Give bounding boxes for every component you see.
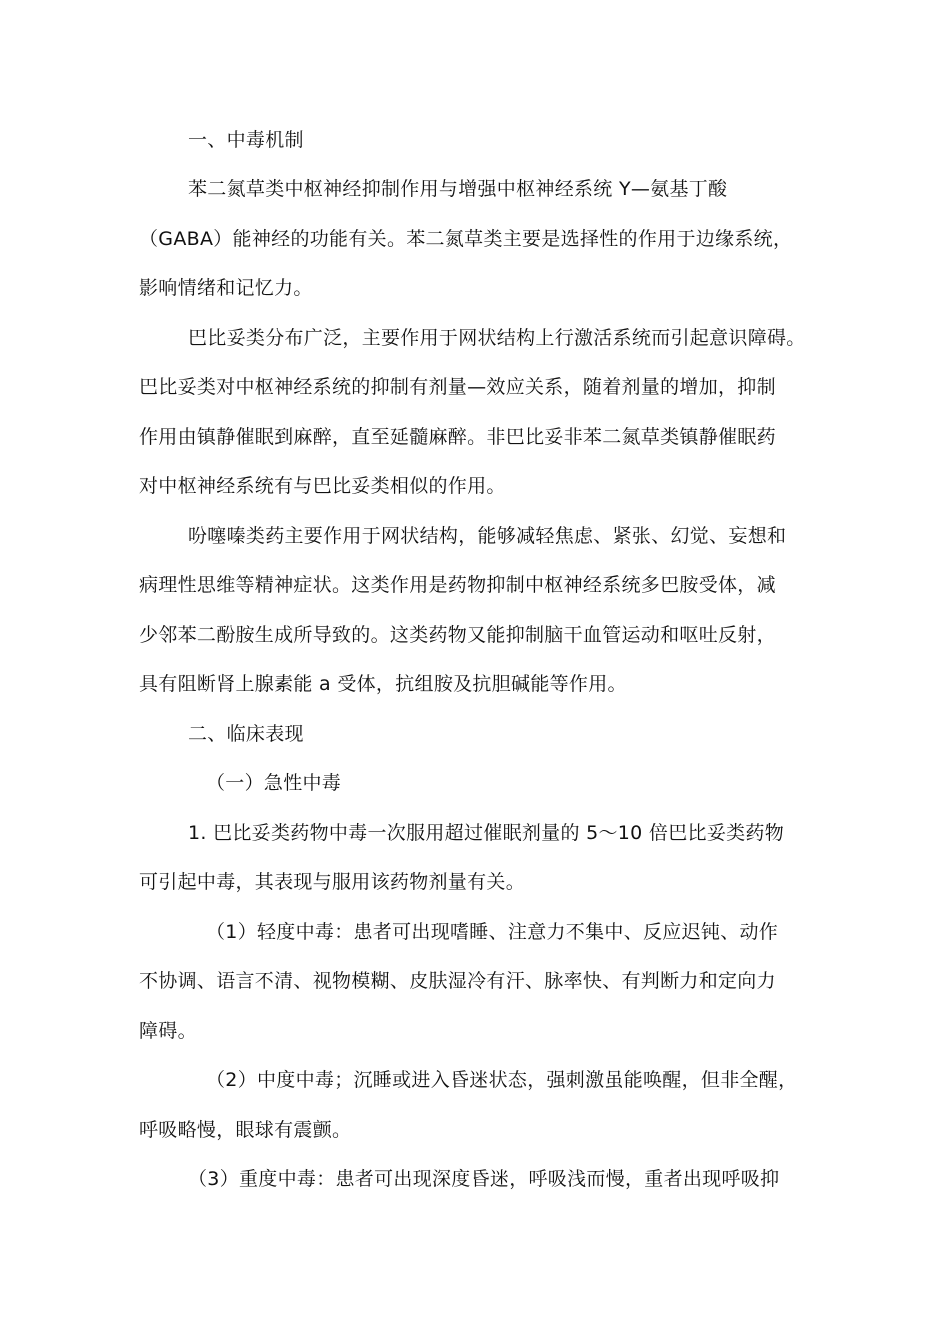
paragraph-line: （1）轻度中毒：患者可出现嗜睡、注意力不集中、反应迟钝、动作: [206, 921, 779, 943]
paragraph-line: 可引起中毒，其表现与服用该药物剂量有关。: [139, 871, 526, 893]
subsection-heading-acute: （一）急性中毒: [206, 772, 342, 794]
paragraph-line: 障碍。: [139, 1020, 197, 1042]
paragraph-line: 巴比妥类对中枢神经系统的抑制有剂量—效应关系，随着剂量的增加，抑制: [139, 376, 776, 398]
paragraph-line: （3）重度中毒：患者可出现深度昏迷，呼吸浅而慢，重者出现呼吸抑: [188, 1168, 780, 1190]
paragraph-line: 具有阻断肾上腺素能 a 受体，抗组胺及抗胆碱能等作用。: [139, 673, 627, 695]
paragraph-line: 病理性思维等精神症状。这类作用是药物抑制中枢神经系统多巴胺受体，减: [139, 574, 776, 596]
section-heading-clinical: 二、临床表现: [188, 723, 304, 745]
paragraph-line: 呼吸略慢，眼球有震颤。: [139, 1119, 352, 1141]
paragraph-line: 1. 巴比妥类药物中毒一次服用超过催眠剂量的 5～10 倍巴比妥类药物: [188, 822, 785, 844]
paragraph-line: 不协调、语言不清、视物模糊、皮肤湿冷有汗、脉率快、有判断力和定向力: [139, 970, 776, 992]
paragraph-line: 巴比妥类分布广泛，主要作用于网状结构上行激活系统而引起意识障碍。: [188, 327, 806, 349]
paragraph-line: 苯二氮草类中枢神经抑制作用与增强中枢神经系统 Y—氨基丁酸: [188, 178, 728, 200]
paragraph-line: 作用由镇静催眠到麻醉，直至延髓麻醉。非巴比妥非苯二氮草类镇静催眠药: [139, 426, 776, 448]
paragraph-line: （GABA）能神经的功能有关。苯二氮草类主要是选择性的作用于边缘系统，: [139, 228, 793, 250]
paragraph-line: 对中枢神经系统有与巴比妥类相似的作用。: [139, 475, 506, 497]
paragraph-line: 少邻苯二酚胺生成所导致的。这类药物又能抑制脑干血管运动和呕吐反射，: [139, 624, 776, 646]
paragraph-line: 影响情绪和记忆力。: [139, 277, 313, 299]
paragraph-line: （2）中度中毒；沉睡或进入昏迷状态，强刺激虽能唤醒，但非全醒，: [206, 1069, 798, 1091]
paragraph-line: 吩噻嗪类药主要作用于网状结构，能够减轻焦虑、紧张、幻觉、妄想和: [188, 525, 787, 547]
section-heading-mechanism: 一、中毒机制: [188, 129, 304, 151]
